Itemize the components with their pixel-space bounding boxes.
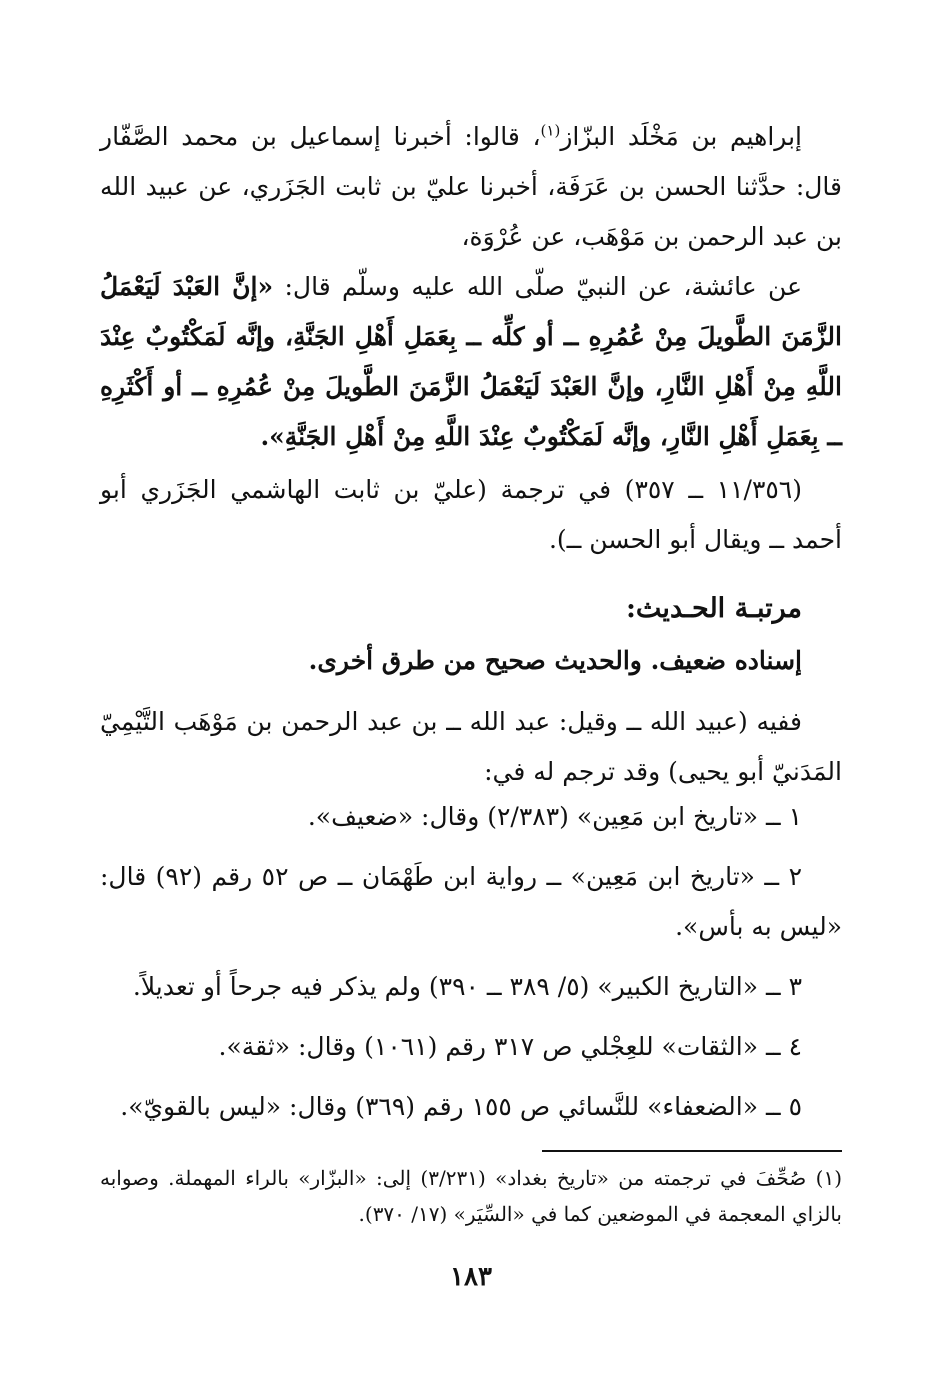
source-item-2: ٢ ــ «تاريخ ابن مَعِين» ــ رواية ابن طَهْمَان ــ ص ٥٢ رقم (٩٢) قال: «ليس به بأس». — [100, 862, 842, 941]
hadith-text — [100, 262, 842, 462]
source-item-4: ٤ ــ «الثقات» للعِجْلي ص ٣١٧ رقم (١٠٦١) وقال: «ثقة». — [218, 1032, 802, 1061]
hadith-paragraph — [100, 262, 842, 462]
isnad-paragraph — [100, 112, 842, 262]
reference-text: (١١/٣٥٦ ــ ٣٥٧) في ترجمة (عليّ بن ثابت الهاشمي الجَزَري أبو أحمد ــ ويقال أبو الحسن ــ). — [100, 475, 842, 554]
reference-paragraph — [100, 465, 842, 565]
grading-block — [100, 636, 842, 686]
isnad-text — [100, 112, 842, 262]
grading-text: إسناده ضعيف. والحديث صحيح من طرق أخرى. — [308, 646, 802, 675]
narrator-paragraph — [100, 697, 842, 797]
isnad-start: إبراهيم بن مَخْلَد البزّاز — [560, 122, 803, 151]
hadith-matn: «إنَّ العَبْدَ لَيَعْمَلُ الزَّمَنَ الطَّويلَ مِنْ عُمُرِهِ ــ أو كلِّه ــ بِعَمَلِ أَهْلِ الجَنَّةِ، وإنَّه لَمَكْتُوبٌ عِنْدَ اللَّهِ مِنْ أَهْلِ النَّارِ، وإنَّ العَبْدَ لَيَعْمَلُ الزَّمَنَ الطَّويلَ مِنْ عُمُرِهِ ــ أو أَكْثَرِهِ ــ بِعَمَلِ أَهْلِ النَّارِ، وإنَّه لَمَكْتُوبٌ عِنْدَ اللَّهِ مِنْ أَهْلِ الجَنَّةِ». — [100, 272, 842, 451]
source-item-3: ٣ ــ «التاريخ الكبير» (٥/ ٣٨٩ ــ ٣٩٠) ولم يذكر فيه جرحاً أو تعديلاً. — [132, 972, 802, 1001]
source-item-1: ١ ــ «تاريخ ابن مَعِين» (٢/٣٨٣) وقال: «ضعيف». — [307, 802, 802, 831]
hadith-intro: عن عائشة، عن النبيّ صلّى الله عليه وسلّم قال: — [273, 272, 802, 301]
footnote-marker: (١) — [540, 121, 561, 140]
isnad-rest: ، قالوا: أخبرنا إسماعيل بن محمد الصَّفّار قال: حدَّثنا الحسن بن عَرَفَة، أخبرنا عليّ بن ثابت الجَزَري، عن عبيد الله بن عبد الرحمن بن مَوْهَب، عن عُرْوَة، — [100, 122, 842, 251]
footnote-block — [100, 1160, 842, 1232]
sources-list — [100, 792, 842, 1132]
narrator-text: ففيه (عبيد الله ــ وقيل: عبد الله ــ بن عبد الرحمن بن مَوْهَب التَّيْمِيّ المَدَنيّ أبو يحيى) وقد ترجم له في: — [100, 707, 842, 786]
footnote-separator — [542, 1150, 842, 1152]
grading-heading: مرتبـة الحـديث: — [625, 593, 802, 624]
page-number: ١٨٣ — [450, 1262, 492, 1292]
footnote-text: (١) صُحِّفَ في ترجمته من «تاريخ بغداد» (٣/٢٣١) إلى: «البزّار» بالراء المهملة. وصوابه بالزاي المعجمة في الموضعين كما في «السِّيَر» (١٧/ ٣٧٠). — [100, 1166, 842, 1226]
source-item-5: ٥ ــ «الضعفاء» للنَّسائي ص ١٥٥ رقم (٣٦٩) وقال: «ليس بالقويّ». — [120, 1092, 802, 1121]
grading-heading-block — [100, 584, 842, 634]
